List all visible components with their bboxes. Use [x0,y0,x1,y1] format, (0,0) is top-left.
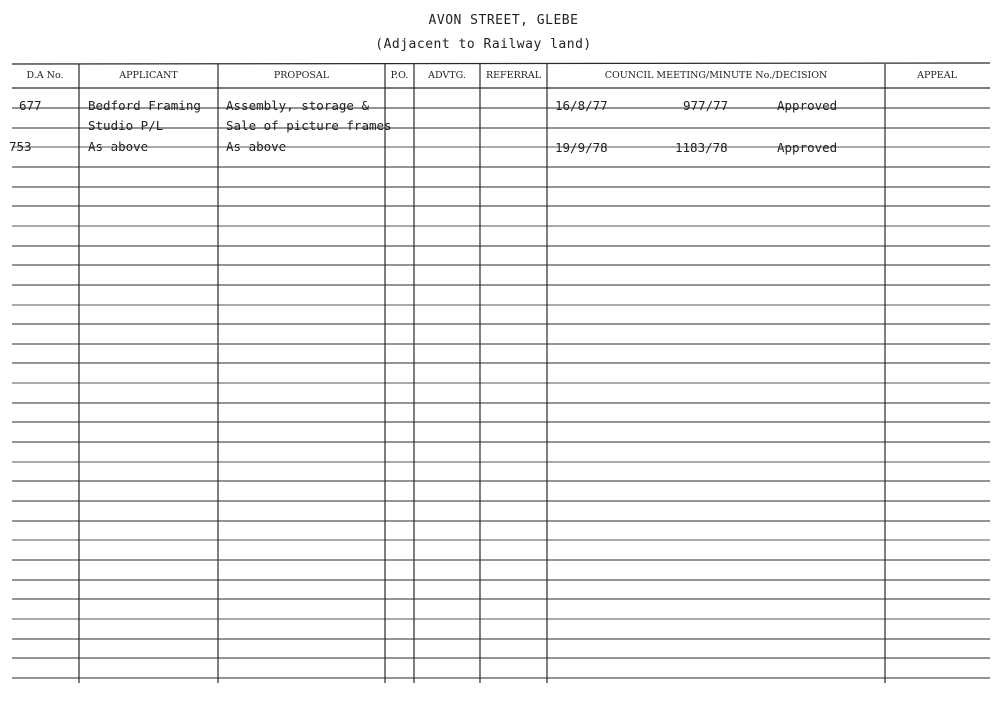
proposal-text-continued: Sale of picture frames [226,118,392,133]
header-proposal: PROPOSAL [273,70,330,81]
header-advtg: ADVTG. [428,70,466,81]
header-applicant: APPLICANT [119,70,178,81]
applicant-name: As above [88,139,149,154]
page-subtitle: (Adjacent to Railway land) [375,37,592,52]
minute-number: 977/77 [683,98,729,113]
da-number: 677 [19,98,42,113]
header-council-decision: COUNCIL MEETING/MINUTE No./DECISION [604,70,828,81]
applicant-name-continued: Studio P/L [88,118,164,133]
minute-number: 1183/78 [675,140,728,155]
page-title: AVON STREET, GLEBE [428,13,579,28]
decision: Approved [777,98,838,113]
da-number: 753 [9,139,32,154]
header-top-rule [12,63,990,64]
proposal-text: As above [226,139,287,154]
header-appeal: APPEAL [917,70,957,81]
header-po: P.O. [390,70,409,81]
meeting-date: 19/9/78 [555,140,608,155]
meeting-date: 16/8/77 [555,98,608,113]
decision: Approved [777,140,838,155]
header-da-no: D.A No. [26,70,64,81]
applicant-name: Bedford Framing [88,98,201,113]
header-referral: REFERRAL [485,70,542,81]
proposal-text: Assembly, storage & [226,98,369,113]
